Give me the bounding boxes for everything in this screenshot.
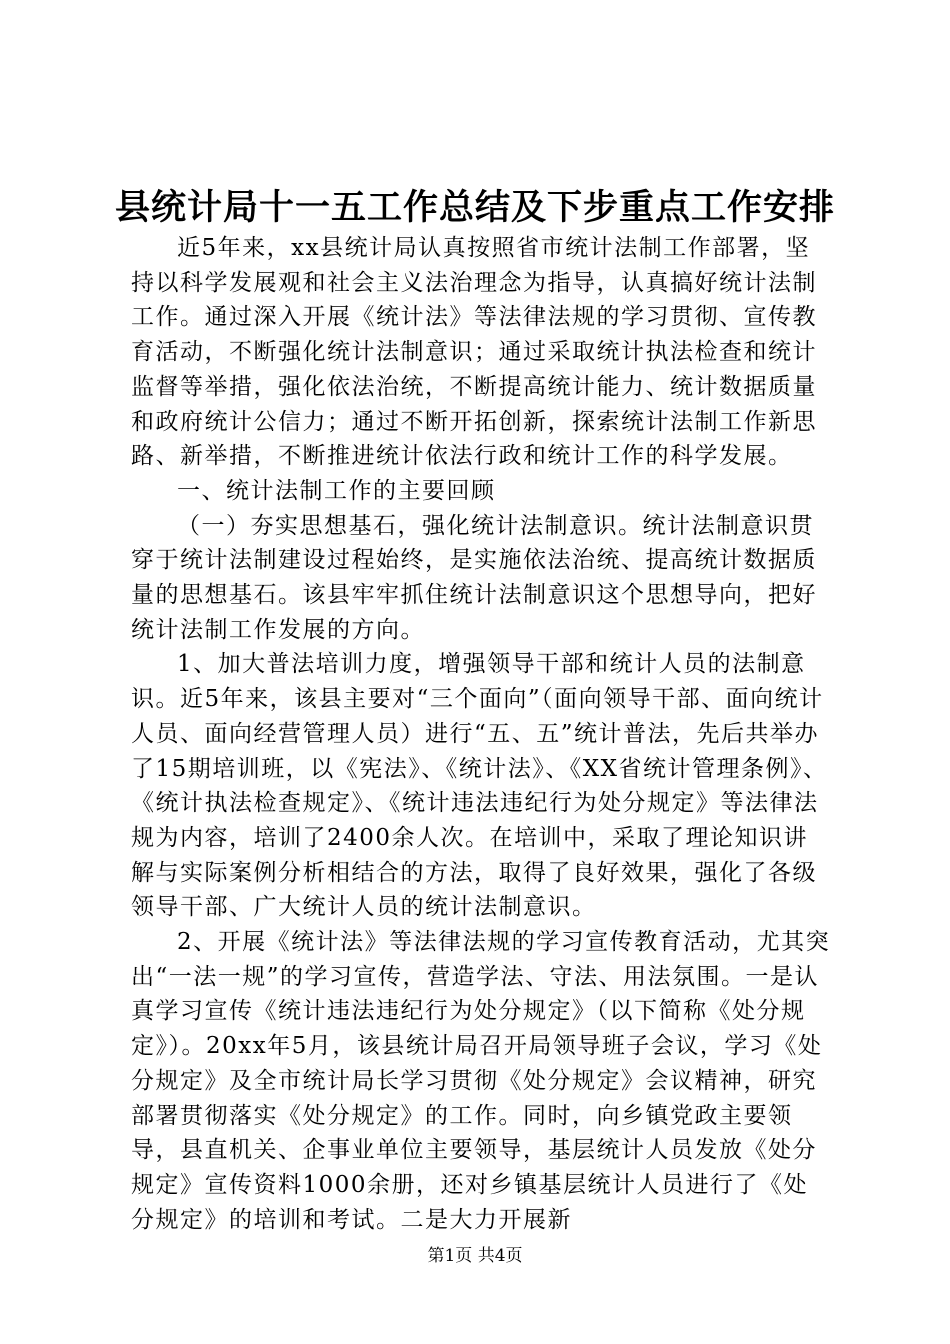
paragraph-subsection-1: （一）夯实思想基石，强化统计法制意识。统计法制意识贯穿于统计法制建设过程始终，是实施依法治统、提高统计数据质量的思想基石。该县牢牢抓住统计法制意识这个思想导向，把好统计法制工作发展的方向。 bbox=[131, 512, 817, 643]
paragraph-item-1: 1、加大普法培训力度，增强领导干部和统计人员的法制意识。近5年来，该县主要对“三个面向”（面向领导干部、面向统计人员、面向经营管理人员）进行“五、五”统计普法，先后共举办了15期培训班，以《宪法》、《统计法》、《XX省统计管理条例》、《统计执法检查规定》、《统计违法违纪行为处分规定》等法律法规为内容，培训了2400余人次。在培训中，采取了理论知识讲解与实际案例分析相结合的方法，取得了良好效果，强化了各级领导干部、广大统计人员的统计法制意识。 bbox=[131, 651, 828, 921]
paragraph-intro: 近5年来，xx县统计局认真按照省市统计法制工作部署，坚持以科学发展观和社会主义法治理念为指导，认真搞好统计法制工作。通过深入开展《统计法》等法律法规的学习贯彻、宣传教育活动，不断强化统计法制意识；通过采取统计执法检查和统计监督等举措，强化依法治统，不断提高统计能力、统计数据质量和政府统计公信力；通过不断开拓创新，探索统计法制工作新思路、新举措，不断推进统计依法行政和统计工作的科学发展。 bbox=[131, 235, 817, 470]
document-body bbox=[131, 231, 831, 1237]
page-number-footer: 第1页 共4页 bbox=[427, 1246, 523, 1266]
section-heading: 一、统计法制工作的主要回顾 bbox=[177, 477, 496, 504]
document-title: 县统计局十一五工作总结及下步重点工作安排 bbox=[114, 188, 835, 228]
paragraph-item-2: 2、开展《统计法》等法律法规的学习宣传教育活动，尤其突出“一法一规”的学习宣传，营造学法、守法、用法氛围。一是认真学习宣传《统计违法违纪行为处分规定》（以下简称《处分规定》）。20xx年5月，该县统计局召开局领导班子会议，学习《处分规定》及全市统计局长学习贯彻《处分规定》会议精神，研究部署贯彻落实《处分规定》的工作。同时，向乡镇党政主要领导，县直机关、企事业单位主要领导，基层统计人员发放《处分规定》宣传资料1000余册，还对乡镇基层统计人员进行了《处分规定》的培训和考试。二是大力开展新 bbox=[131, 929, 831, 1233]
